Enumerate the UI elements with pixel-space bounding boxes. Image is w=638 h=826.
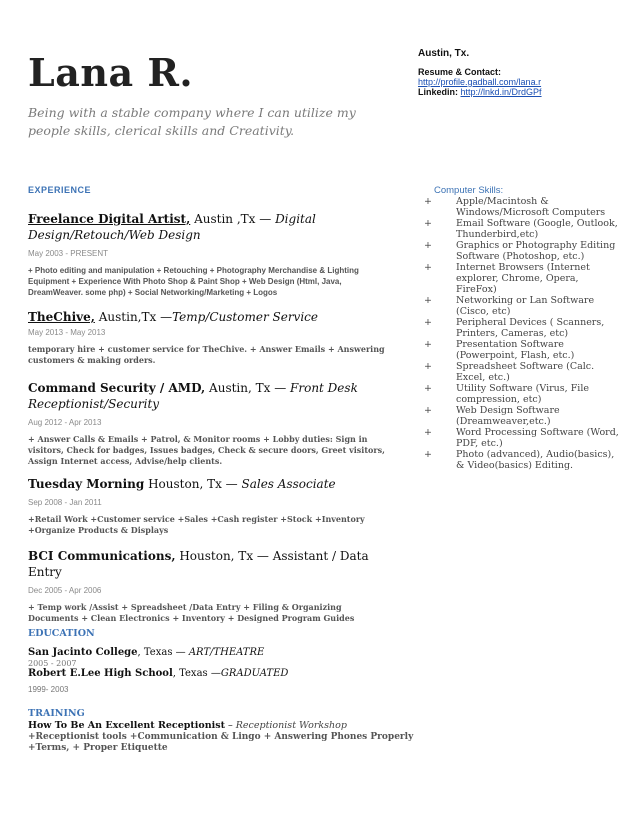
job-org: BCI Communications, — [28, 549, 176, 563]
job-date: Sep 2008 - Jan 2011 — [28, 498, 102, 507]
job-role: Temp/Customer Service — [172, 310, 318, 324]
school-years: 1999- 2003 — [28, 685, 69, 694]
job-entry — [28, 476, 393, 536]
job-location: Austin, Tx — — [205, 381, 291, 395]
school-years: 2005 - 2007 — [28, 659, 77, 668]
job-date: Aug 2012 - Apr 2013 — [28, 418, 102, 427]
job-org: TheChive, — [28, 310, 95, 324]
linkedin-label: Linkedin: — [418, 87, 458, 97]
bullet-plus: + — [424, 383, 432, 394]
bullet-plus: + — [424, 262, 432, 273]
job-description: + Temp work /Assist + Spreadsheet /Data Entry + Filing & Organizing Documents + Clean Electronics + Inventory + Designed Program Guides — [28, 602, 355, 623]
skill-item: + Presentation Software (Powerpoint, Flash, etc.) — [424, 339, 575, 361]
job-location: Houston, Tx — Assistant / Data Entry — [28, 549, 369, 579]
bullet-plus: + — [424, 405, 432, 416]
job-org: Command Security / AMD, — [28, 381, 206, 395]
bullet-plus: + — [424, 196, 432, 207]
skill-item: + Photo (advanced), Audio(basics), & Video(basics) Editing. — [424, 449, 615, 471]
job-description: + Answer Calls & Emails + Patrol, & Monitor rooms + Lobby duties: Sign in visitors, Check for badges, Issues badges, Check & secure doors, Greet visitors, Assign Internet access, Advise/help clients. — [28, 434, 385, 466]
job-entry — [28, 380, 393, 467]
contact-block — [418, 48, 628, 97]
job-entry — [28, 548, 393, 624]
skill-item: + Apple/Macintosh & Windows/Microsoft Computers — [424, 196, 606, 218]
job-description: temporary hire + customer service for TheChive. + Answer Emails + Answering customers & making orders. — [28, 344, 385, 365]
school-program: GRADUATED — [220, 668, 289, 679]
resume-label: Resume & Contact: — [418, 67, 502, 77]
education-section: EDUCATION San Jacinto College, Texas — ART/THEATRE 2005 - 2007 Robert E.Lee High School, Texas —GRADUATED 1999- 2003 — [28, 628, 408, 694]
skills-heading: Computer Skills: — [434, 185, 504, 196]
school-program: ART/THEATRE — [188, 647, 265, 658]
education-heading: EDUCATION — [28, 628, 95, 639]
bullet-plus: + — [424, 339, 432, 350]
location: Austin, Tx. — [418, 48, 470, 59]
bullet-plus: + — [424, 449, 432, 460]
training-description: +Receptionist tools +Communication & Lingo + Answering Phones Properly +Terms, + Proper Etiquette — [28, 732, 414, 753]
skill-item: + Email Software (Google, Outlook, Thunderbird,etc) — [424, 218, 618, 240]
job-date: May 2003 - PRESENT — [28, 249, 109, 258]
skill-item: + Peripheral Devices ( Scanners, Printers, Cameras, etc) — [424, 317, 605, 339]
job-role: Digital Design/Retouch/Web Design — [28, 212, 316, 242]
school-name: Robert E.Lee High School — [28, 668, 173, 679]
job-date: Dec 2005 - Apr 2006 — [28, 586, 102, 595]
skill-item: + Web Design Software (Dreamweaver,etc.) — [424, 405, 560, 427]
experience-heading: EXPERIENCE — [28, 185, 92, 195]
training-section: TRAINING How To Be An Excellent Receptionist – Receptionist Workshop +Receptionist tools +Communication & Lingo + Answering Phones Properly +Terms, + Proper Etiquette — [28, 708, 428, 754]
bullet-plus: + — [424, 218, 432, 229]
bullet-plus: + — [424, 361, 432, 372]
job-location: Houston, Tx — — [144, 477, 242, 491]
skills-list — [422, 196, 622, 471]
skill-item: + Spreadsheet Software (Calc. Excel, etc.) — [424, 361, 595, 383]
skill-item: + Word Processing Software (Word, PDF, etc.) — [424, 427, 619, 449]
job-location: Austin ,Tx — — [190, 212, 276, 226]
job-description: + Photo editing and manipulation + Retouching + Photography Merchandise & Lighting Equipment + Experience With Photo Shop & Paint Shop + Web Design (Html, Java, DreamWeaver. some php) + Social Networking/Marketing + Logos — [28, 266, 359, 297]
job-entry — [28, 309, 393, 366]
training-title: How To Be An Excellent Receptionist — [28, 720, 225, 731]
objective-tagline: Being with a stable company where I can utilize my people skills, clerical skills and Creativity. — [28, 105, 356, 138]
job-role: Front Desk Receptionist/Security — [28, 381, 358, 411]
job-date: May 2013 - May 2013 — [28, 328, 106, 337]
bullet-plus: + — [424, 427, 432, 438]
training-heading: TRAINING — [28, 708, 85, 719]
training-workshop: Receptionist Workshop — [235, 720, 347, 731]
job-description: +Retail Work +Customer service +Sales +Cash register +Stock +Inventory +Organize Products & Displays — [28, 514, 365, 535]
job-entry — [28, 211, 393, 298]
skill-item: + Networking or Lan Software (Cisco, etc) — [424, 295, 595, 317]
resume-link[interactable]: http://profile.gadball.com/lana.r — [418, 77, 542, 87]
job-location: Austin,Tx — — [94, 310, 173, 324]
school-name: San Jacinto College — [28, 647, 138, 658]
skill-item: + Internet Browsers (Internet explorer, Chrome, Opera, FireFox) — [424, 262, 590, 295]
job-org: Tuesday Morning — [28, 477, 145, 491]
candidate-name: Lana R. — [28, 50, 194, 95]
skill-item: + Utility Software (Virus, File compression, etc) — [424, 383, 589, 405]
bullet-plus: + — [424, 240, 432, 251]
job-role: Sales Associate — [241, 477, 336, 491]
linkedin-link[interactable]: http://lnkd.in/DrdGPf — [460, 87, 542, 97]
bullet-plus: + — [424, 317, 432, 328]
bullet-plus: + — [424, 295, 432, 306]
job-org: Freelance Digital Artist, — [28, 212, 191, 226]
skill-item: + Graphics or Photography Editing Software (Photoshop, etc.) — [424, 240, 616, 262]
